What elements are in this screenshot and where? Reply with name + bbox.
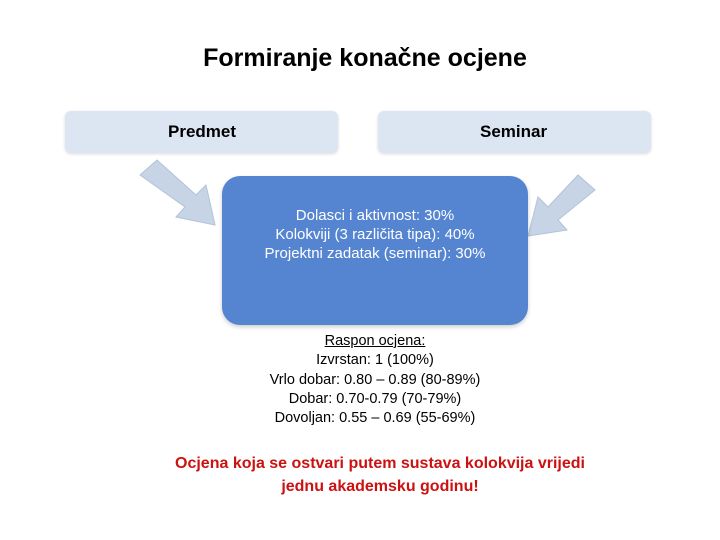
predmet-label: Predmet (168, 122, 237, 141)
diagram-title: Formiranje konačne ocjene (203, 44, 527, 72)
validity-note-line-2: jednu akademsku godinu! (281, 478, 479, 495)
component-colloquia: Kolokviji (3 različita tipa): 40% (275, 226, 475, 243)
grade-very-good: Vrlo dobar: 0.80 – 0.89 (80-89%) (269, 371, 481, 388)
grade-good: Dobar: 0.70-0.79 (70-79%) (288, 390, 462, 407)
grade-range (225, 332, 525, 428)
grade-excellent: Izvrstan: 1 (100%) (316, 352, 434, 369)
components-list (222, 206, 528, 263)
seminar-label: Seminar (480, 122, 548, 141)
validity-note (100, 452, 660, 498)
left-arrow (140, 160, 215, 225)
validity-note-line-1: Ocjena koja se ostvari putem sustava kolokvija vrijedi (175, 455, 585, 472)
grade-sufficient: Dovoljan: 0.55 – 0.69 (55-69%) (274, 410, 476, 427)
component-project: Projektni zadatak (seminar): 30% (264, 245, 486, 262)
right-arrow (528, 175, 595, 236)
components-box (222, 176, 528, 325)
grade-range-title: Raspon ocjena: (324, 333, 426, 349)
component-attendance: Dolasci i aktivnost: 30% (295, 207, 455, 224)
